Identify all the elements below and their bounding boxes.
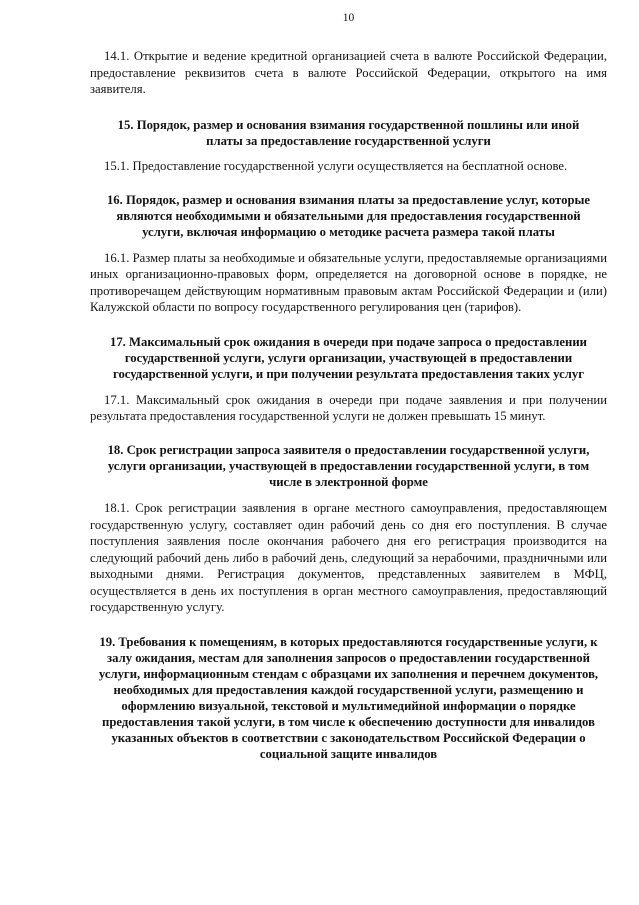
heading-18: 18. Срок регистрации запроса заявителя о предоставлении государственной услуги, услуги организации, участвующей в предоставлении государственной услуги, в том числе в электронной форме: [107, 443, 590, 490]
heading-19: 19. Требования к помещениям, в которых предоставляются государственные услуги, к залу ожидания, местам для заполнения запросов о предоставлении государственной услуги, информационным стендам с образцами их заполнения и перечнем документов, необходимых для предоставления каждой государственной услуги, размещению и оформлению визуальной, текстовой и мультимедийной информации о порядке предоставления такой услуги, в том числе к обеспечению доступности для инвалидов указанных объектов в соответствии с законодательством Российской Федерации о социальной защите инвалидов: [98, 635, 599, 762]
paragraph-14-1: 14.1. Открытие и ведение кредитной организацией счета в валюте Российской Федерации, предоставление реквизитов счета в валюте Российской Федерации, открытого на имя заявителя.: [90, 49, 607, 97]
heading-17: 17. Максимальный срок ожидания в очереди при подаче запроса о предоставлении государственной услуги, услуги организации, участвующей в предоставлении государственной услуги, и при получении результата предоставления таких услуг: [109, 334, 587, 381]
paragraph-17-1: 17.1. Максимальный срок ожидания в очереди при подаче заявления и при получении результата предоставления государственной услуги не должен превышать 15 минут.: [90, 392, 607, 424]
paragraph-15-1: 15.1. Предоставление государственной услуги осуществляется на бесплатной основе.: [104, 158, 568, 173]
heading-16: 16. Порядок, размер и основания взимания платы за предоставление услуг, которые являются необходимыми и обязательными для предоставления государственной услуги, включая информацию о методике расчета размера такой платы: [106, 193, 591, 240]
heading-15: 15. Порядок, размер и основания взимания государственной пошлины или иной платы за предоставление государственной услуги: [117, 117, 580, 148]
page-number: 10: [342, 12, 355, 24]
paragraph-18-1: 18.1. Срок регистрации заявления в органе местного самоуправления, предоставляющем государственную услугу, составляет один рабочий день со дня его поступления. В случае поступления заявления после окончания рабочего дня его регистрация производится на следующий рабочий день либо в рабочий день, следующий за нерабочими, праздничными или выходными днями. Регистрация документов, представленных заявителем в МФЦ, осуществляется в день их поступления в орган местного самоуправления, предоставляющий государственную услугу.: [90, 501, 607, 614]
paragraph-16-1: 16.1. Размер платы за необходимые и обязательные услуги, предоставляемые организациями иных организационно-правовых форм, определяется на договорной основе в порядке, не противоречащем действующим нормативным правовым актам Российской Федерации и (или) Калужской области по вопросу государственного регулирования цен (тарифов).: [90, 251, 607, 315]
